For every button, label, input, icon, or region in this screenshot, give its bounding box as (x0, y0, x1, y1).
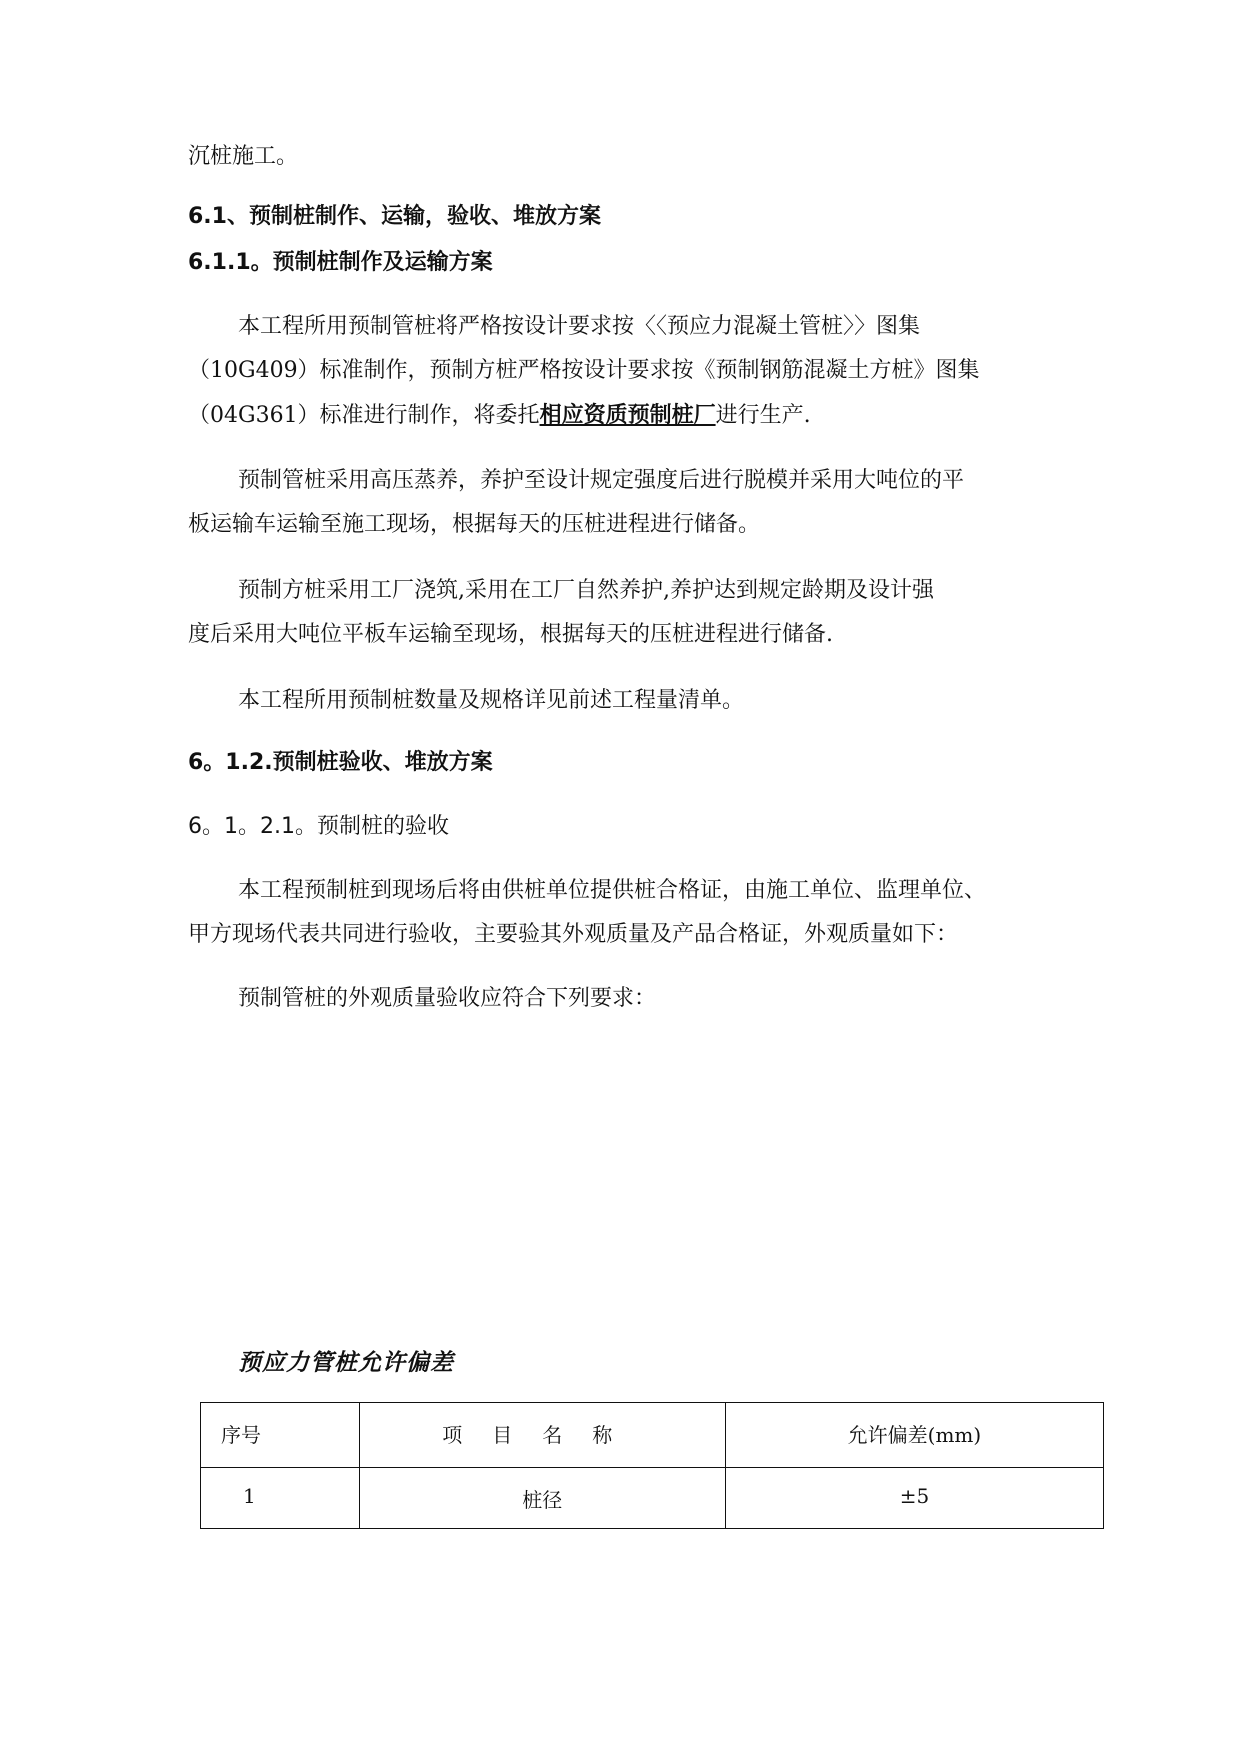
paragraph-line: 预制管桩的外观质量验收应符合下列要求： (238, 986, 657, 1011)
paragraph-line: 本工程预制桩到现场后将由供桩单位提供桩合格证，由施工单位、监理单位、 (238, 878, 987, 903)
header-label: 允许偏差(mm) (847, 1423, 982, 1447)
cell-value: 1 (243, 1484, 256, 1508)
header-cell (725, 1403, 1103, 1468)
header-label: 项目名称 (442, 1423, 643, 1447)
header-cell (201, 1403, 360, 1468)
paragraph-line: 沉桩施工。 (188, 144, 299, 169)
table-row (201, 1468, 1104, 1529)
paragraph-line: 预制方桩采用工厂浇筑,采用在工厂自然养护,养护达到规定龄期及设计强 (238, 578, 934, 603)
tolerance-table (200, 1402, 1104, 1529)
header-cell (359, 1403, 725, 1468)
paragraph-text: 进行生产. (715, 403, 811, 428)
table-cell (201, 1468, 360, 1529)
paragraph-line: 本工程所用预制管桩将严格按设计要求按〈〈预应力混凝土管桩〉〉图集 (238, 314, 921, 339)
header-label: 序号 (221, 1423, 261, 1447)
paragraph-line: 甲方现场代表共同进行验收，主要验其外观质量及产品合格证，外观质量如下： (188, 922, 959, 947)
subsection-heading: 6。1.2.预制桩验收、堆放方案 (188, 750, 493, 775)
underlined-text: 相应资质预制桩厂 (539, 402, 716, 428)
paragraph-line: 板运输车运输至施工现场，根据每天的压桩进程进行储备。 (188, 512, 761, 537)
paragraph-line: （10G409）标准制作，预制方桩严格按设计要求按《预制钢筋混凝土方桩》图集 (188, 358, 980, 383)
paragraph-line: 度后采用大吨位平板车运输至现场，根据每天的压桩进程进行储备. (188, 622, 833, 647)
subsection-heading: 6.1.1。预制桩制作及运输方案 (188, 250, 493, 275)
paragraph-line: 本工程所用预制桩数量及规格详见前述工程量清单。 (238, 688, 745, 713)
section-heading: 6.1、预制桩制作、运输，验收、堆放方案 (188, 204, 601, 229)
table-header-row (201, 1403, 1104, 1468)
cell-value: 桩径 (522, 1488, 563, 1512)
paragraph-line (188, 400, 811, 431)
paragraph-line: 预制管桩采用高压蒸养，养护至设计规定强度后进行脱模并采用大吨位的平 (238, 468, 965, 493)
subsubsection-heading: 6。1。2.1。预制桩的验收 (188, 814, 449, 839)
table-cell (725, 1468, 1103, 1529)
table-caption: 预应力管桩允许偏差 (238, 1349, 454, 1376)
cell-value: ±5 (899, 1484, 930, 1508)
table-cell (359, 1468, 725, 1529)
paragraph-text: （04G361）标准进行制作，将委托 (188, 403, 540, 428)
